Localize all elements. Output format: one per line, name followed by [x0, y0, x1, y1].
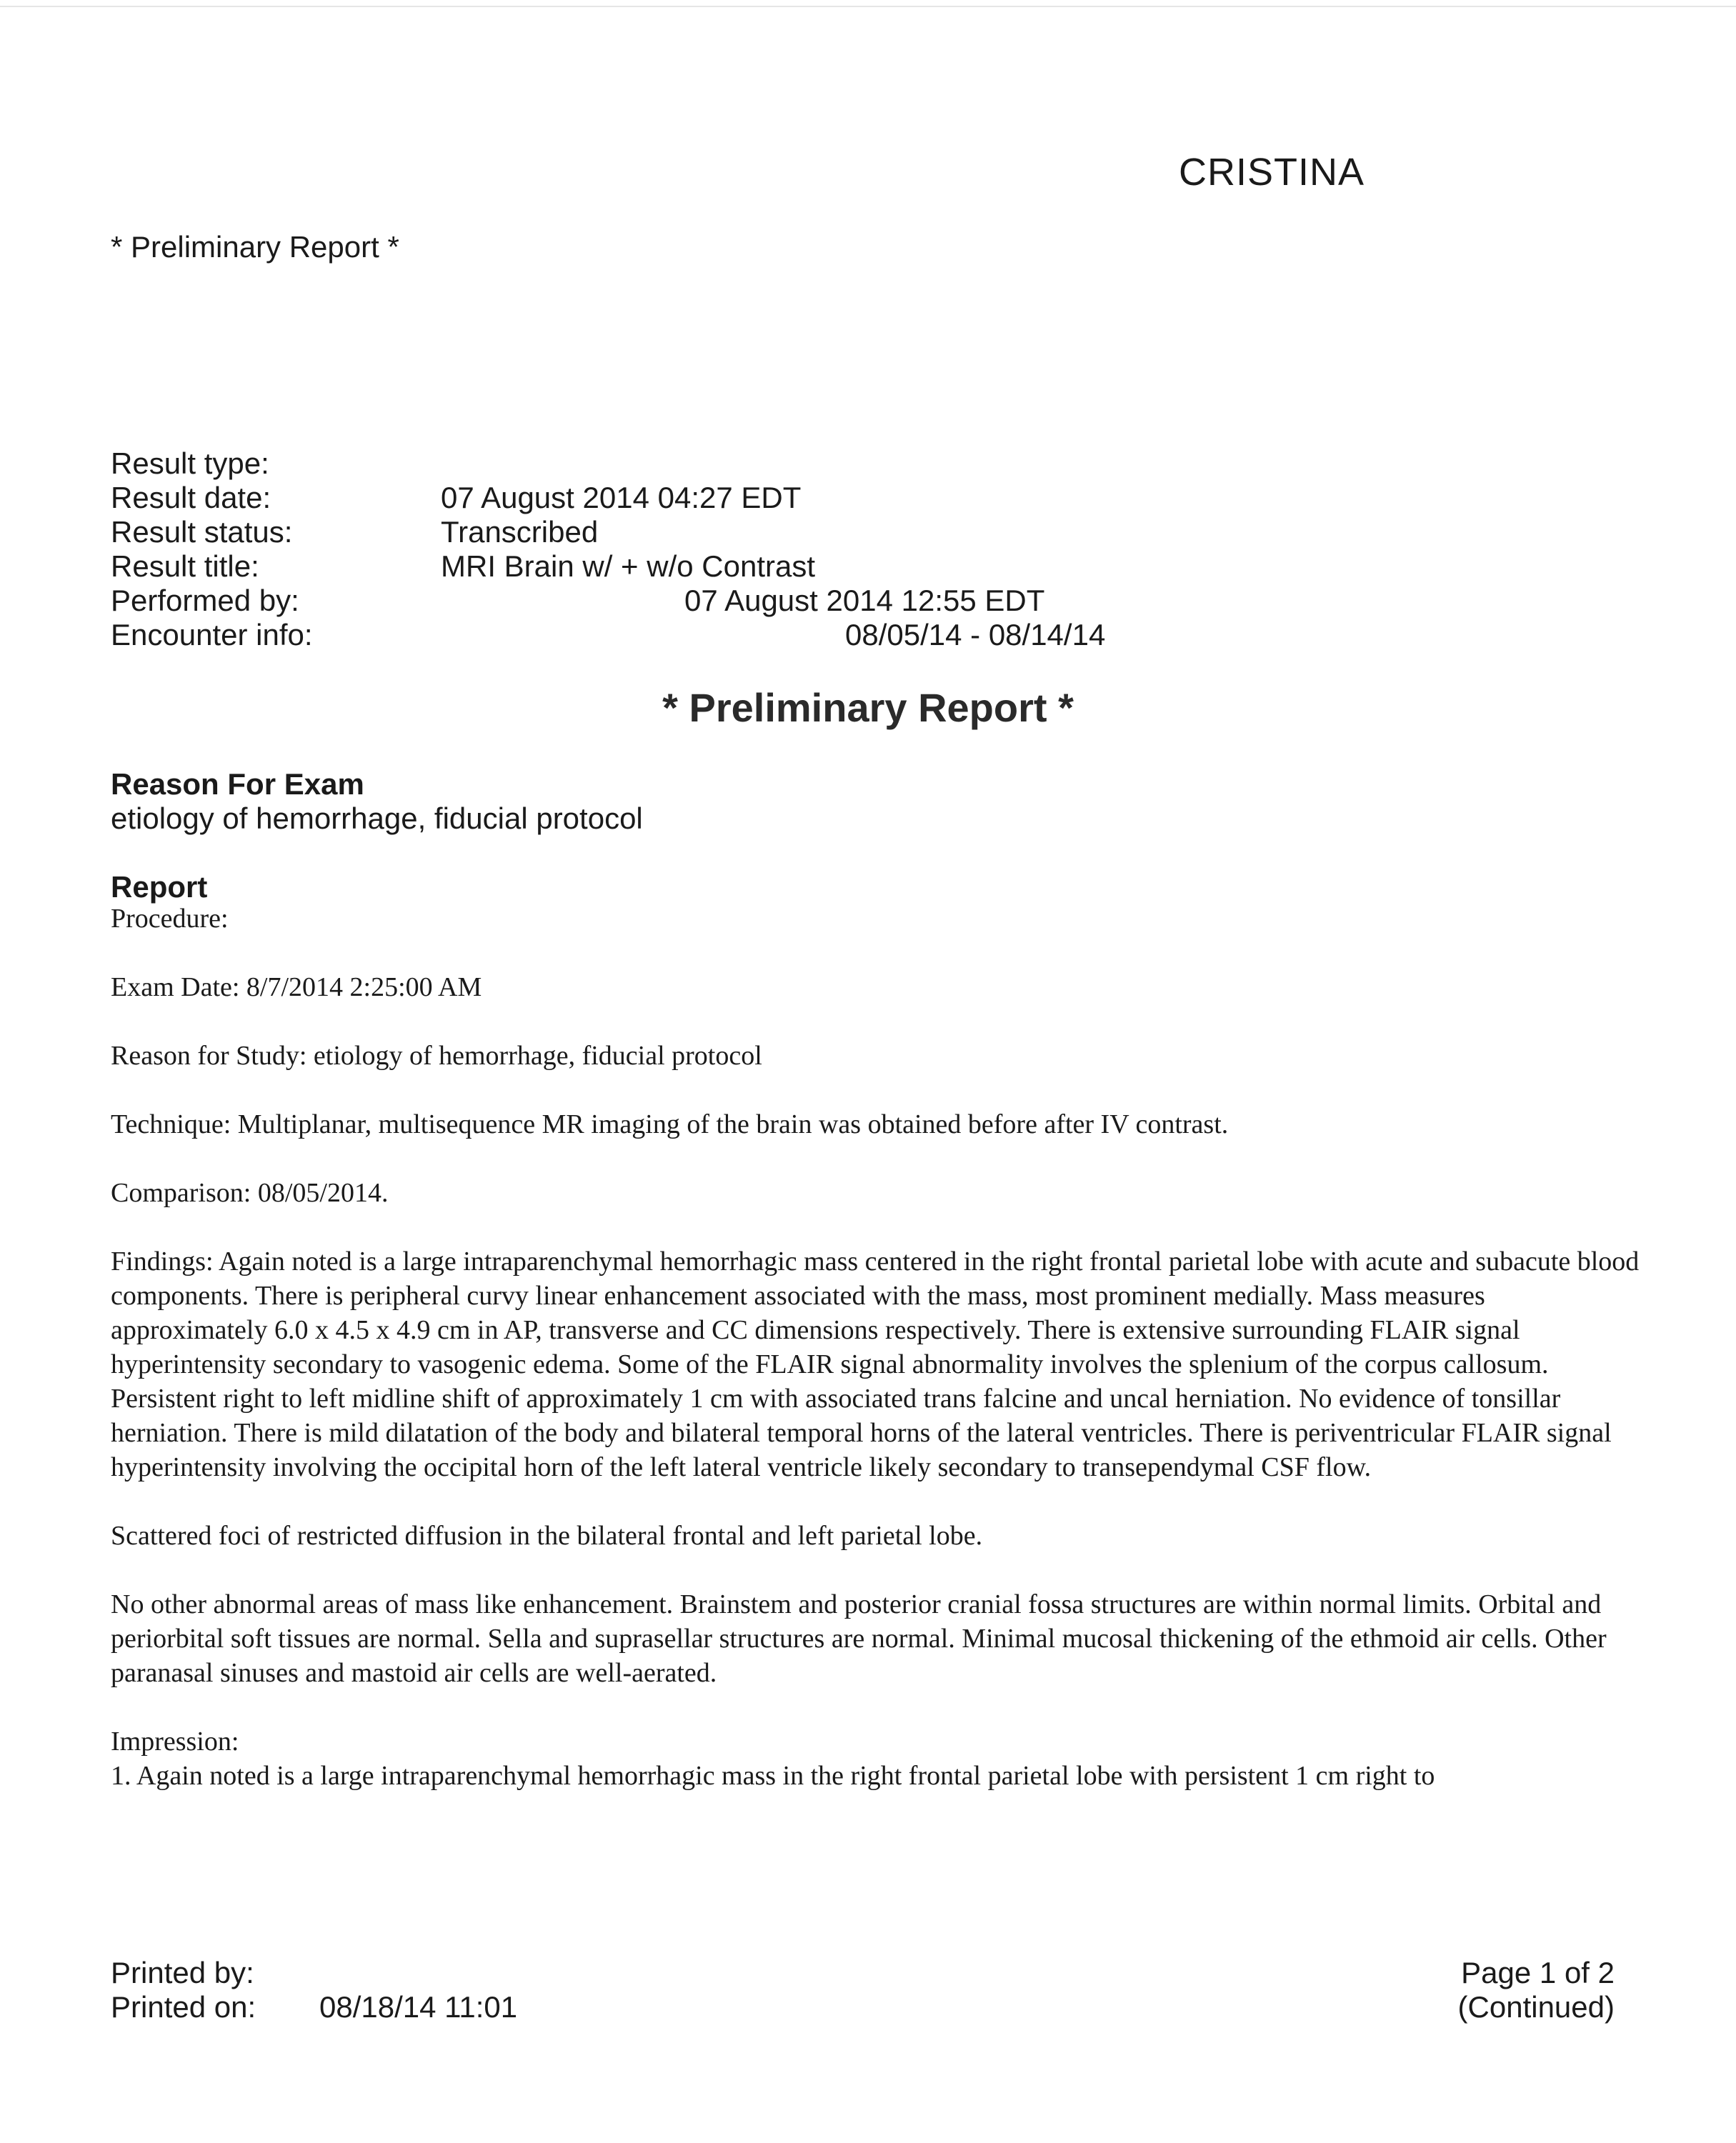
page-info [1458, 1956, 1615, 2024]
exam-date-line: Exam Date: 8/7/2014 2:25:00 AM [111, 972, 482, 1002]
print-footer [111, 1956, 682, 2024]
performed-by-value: 07 August 2014 12:55 EDT [684, 584, 1045, 617]
result-date-value: 07 August 2014 04:27 EDT [441, 481, 802, 514]
result-date-label: Result date: [111, 481, 271, 514]
reason-for-exam-text: etiology of hemorrhage, fiducial protocol [111, 801, 643, 835]
printed-on-row [111, 1990, 682, 2024]
result-fields [111, 446, 1182, 652]
report-heading: Report [111, 870, 208, 904]
field-result-status [111, 515, 1182, 549]
result-status-label: Result status: [111, 515, 293, 549]
impression-heading: Impression: [111, 1727, 239, 1757]
patient-name: CRISTINA [1179, 151, 1365, 194]
reason-for-exam-heading: Reason For Exam [111, 767, 364, 801]
continued-label: (Continued) [1457, 1990, 1615, 2024]
printed-by-label: Printed by: [111, 1956, 254, 1989]
result-title-value: MRI Brain w/ + w/o Contrast [441, 549, 815, 583]
result-status-value: Transcribed [441, 515, 599, 549]
comparison-line: Comparison: 08/05/2014. [111, 1178, 389, 1208]
encounter-info-label: Encounter info: [111, 618, 313, 651]
printed-on-value: 08/18/14 11:01 [319, 1990, 518, 2024]
reason-for-study-line: Reason for Study: etiology of hemorrhage, fiducial protocol [111, 1041, 762, 1071]
field-result-type [111, 446, 1182, 481]
printed-on-label: Printed on: [111, 1990, 256, 2024]
report-title: * Preliminary Report * [662, 685, 1074, 730]
field-result-date [111, 481, 1182, 515]
result-title-label: Result title: [111, 549, 259, 583]
other-findings-paragraph: No other abnormal areas of mass like enhancement. Brainstem and posterior cranial fossa structures are within normal limits. Orbital and periorbital soft tissues are normal. Sella and suprasellar structures are normal. Minimal mucosal thickening of the ethmoid air cells. Other paranasal sinuses and mastoid air cells are well-aerated. [111, 1589, 1607, 1688]
result-type-label: Result type: [111, 446, 269, 480]
page-number: Page 1 of 2 [1461, 1956, 1615, 1989]
technique-line: Technique: Multiplanar, multisequence MR imaging of the brain was obtained before after IV contrast. [111, 1109, 1229, 1139]
impression-item-1: 1. Again noted is a large intraparenchymal hemorrhagic mass in the right frontal parietal lobe with persistent 1 cm right to [111, 1761, 1435, 1791]
field-result-title [111, 549, 1182, 584]
field-performed-by [111, 584, 1182, 618]
field-encounter-info [111, 618, 1182, 652]
procedure-line: Procedure: [111, 904, 229, 934]
scan-edge-rule [0, 6, 1736, 7]
report-body [111, 901, 1640, 1793]
printed-by-row [111, 1956, 682, 1990]
encounter-info-value: 08/05/14 - 08/14/14 [845, 618, 1106, 651]
preliminary-header-label: * Preliminary Report * [111, 230, 399, 264]
performed-by-label: Performed by: [111, 584, 299, 617]
findings-paragraph: Findings: Again noted is a large intraparenchymal hemorrhagic mass centered in the right frontal parietal lobe with acute and subacute blood components. There is peripheral curvy linear enhancement associated with the mass, most prominent medially. Mass measures approximately 6.0 x 4.5 x 4.9 cm in AP, transverse and CC dimensions respectively. There is extensive surrounding FLAIR signal hyperintensity secondary to vasogenic edema. Some of the FLAIR signal abnormality involves the splenium of the corpus callosum. Persistent right to left midline shift of approximately 1 cm with associated trans falcine and uncal herniation. No evidence of tonsillar herniation. There is mild dilatation of the body and bilateral temporal horns of the lateral ventricles. There is periventricular FLAIR signal hyperintensity involving the occipital horn of the left lateral ventricle likely secondary to transependymal CSF flow. [111, 1247, 1640, 1482]
diffusion-paragraph: Scattered foci of restricted diffusion in the bilateral frontal and left parietal lobe. [111, 1521, 983, 1551]
